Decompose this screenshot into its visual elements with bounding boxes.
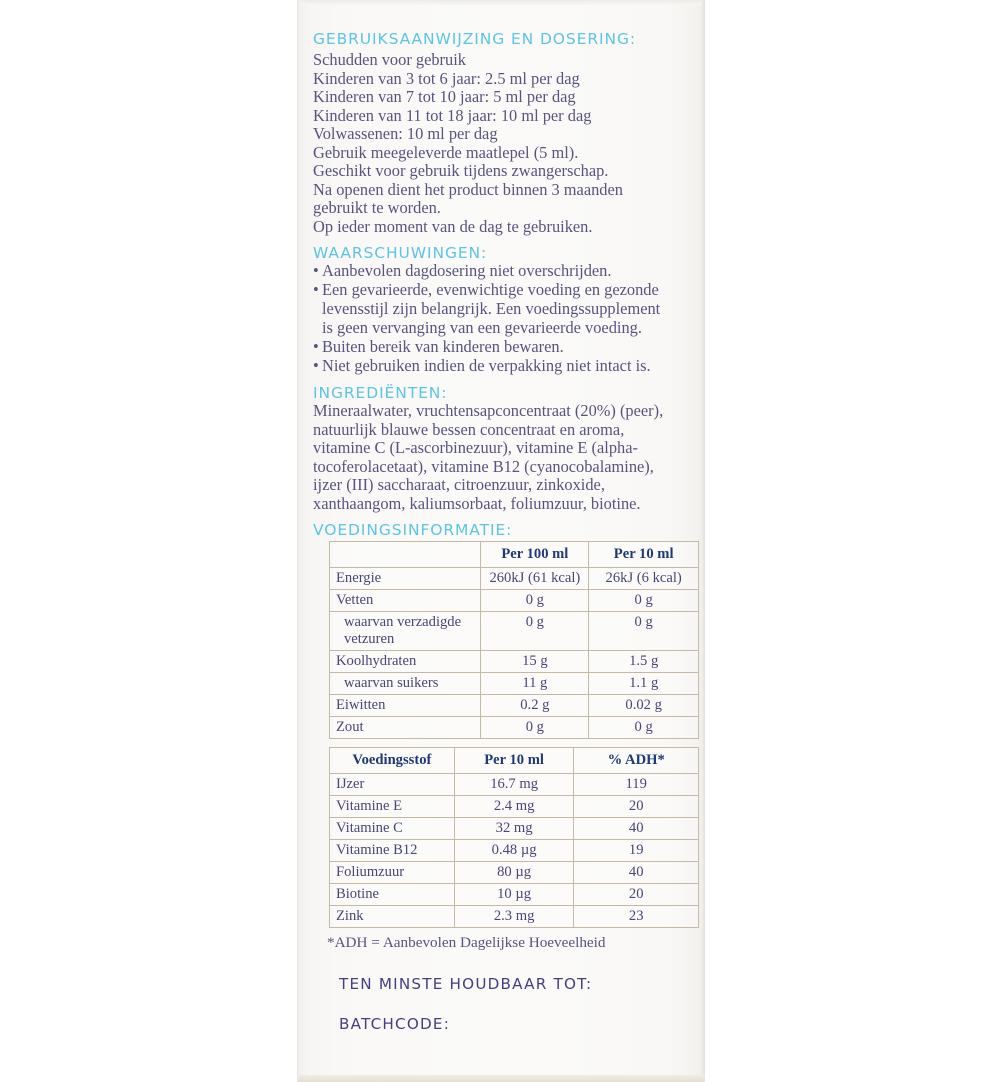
batchcode-label: BATCHCODE: [339,1015,451,1033]
bullet-icon: • [313,280,319,299]
col-header-1: Per 10 ml [454,748,574,774]
row-value-per10: 0 g [589,612,699,651]
dosage-line-9: Op ieder moment van de dag te gebruiken. [313,216,593,236]
col-header-1: Per 100 ml [481,542,589,568]
dosage-line-6: Geschikt voor gebruik tijdens zwangerschap. [313,161,609,180]
table-row [330,796,699,818]
row-value-per10: 0.02 g [589,695,699,717]
row-value-adh: 20 [574,884,699,906]
warning-item-1-line-1: levensstijl zijn belangrijk. Een voedingssupplement [322,298,661,318]
row-value-per10: 0 g [589,590,699,612]
row-label: Vitamine B12 [330,840,455,862]
row-label: IJzer [330,774,455,796]
dosage-line-7: Na openen dient het product binnen 3 maanden [313,179,623,199]
row-label: Foliumzuur [330,862,455,884]
nutrition-heading: VOEDINGSINFORMATIE: [313,521,513,539]
col-header-2: % ADH* [574,748,699,774]
row-label: waarvan suikers [330,673,481,695]
row-value-per100: 15 g [481,651,589,673]
row-value-amount: 32 mg [454,818,574,840]
row-value-per100: 260kJ (61 kcal) [481,568,589,590]
warning-item-1 [313,281,693,337]
row-value-per10: 0 g [589,717,699,739]
table-row [330,840,699,862]
panel-content [313,0,693,1082]
table-row [330,906,699,928]
nutrition-table-per100 [329,541,699,739]
carton-panel [297,0,705,1082]
bullet-icon: • [313,355,319,375]
col-header-0 [330,542,481,568]
row-label: Vetten [330,590,481,612]
dosage-line-1: Kinderen van 3 tot 6 jaar: 2.5 ml per dag [313,68,580,88]
row-value-per100: 0.2 g [481,695,589,717]
row-value-per10: 1.1 g [589,673,699,695]
table-row [330,612,699,651]
col-header-0: Voedingsstof [330,748,455,774]
dosage-line-4: Volwassenen: 10 ml per dag [313,124,498,143]
row-value-amount: 0.48 µg [454,840,574,862]
table-row [330,717,699,739]
col-header-2: Per 10 ml [589,542,699,568]
row-value-adh: 19 [574,840,699,862]
ingredients-line-5: xanthaangom, kaliumsorbaat, foliumzuur, biotine. [313,493,641,513]
row-value-adh: 119 [574,774,699,796]
warning-item-2-line-0: Buiten bereik van kinderen bewaren. [322,336,564,356]
row-value-per10: 1.5 g [589,651,699,673]
dosage-line-5: Gebruik meegeleverde maatlepel (5 ml). [313,142,579,162]
warning-item-3 [313,357,693,376]
row-label: Zink [330,906,455,928]
ingredients-line-3: tocoferolacetaat), vitamine B12 (cyanocobalamine), [313,456,654,476]
table-header-row [330,748,699,774]
row-label: Vitamine E [330,796,455,818]
row-value-per10: 26kJ (6 kcal) [589,568,699,590]
warning-item-1-line-0: Een gevarieerde, evenwichtige voeding en gezonde [322,280,659,299]
row-value-adh: 40 [574,862,699,884]
ingredients-line-0: Mineraalwater, vruchtensapconcentraat (20%) (peer), [313,401,664,420]
row-label: Eiwitten [330,695,481,717]
adh-footnote: *ADH = Aanbevolen Dagelijkse Hoeveelheid [327,934,606,951]
table-row [330,590,699,612]
ingredients-line-2: vitamine C (L-ascorbinezuur), vitamine E (alpha- [313,438,638,457]
panel-left-fold [297,0,300,1082]
table-row [330,862,699,884]
row-value-per100: 0 g [481,717,589,739]
row-value-amount: 2.4 mg [454,796,574,818]
table-row [330,818,699,840]
ingredients-line-1: natuurlijk blauwe bessen concentraat en aroma, [313,419,625,439]
dosage-line-0: Schudden voor gebruik [313,50,466,69]
table-row [330,568,699,590]
row-value-amount: 2.3 mg [454,906,574,928]
row-label: waarvan verzadigde vetzuren [330,612,481,651]
panel-right-fold [701,0,705,1082]
warning-item-2 [313,338,693,357]
table-row [330,651,699,673]
best-before-label: TEN MINSTE HOUDBAAR TOT: [339,975,593,993]
row-value-adh: 20 [574,796,699,818]
warning-item-1-line-2: is geen vervanging van een gevarieerde voeding. [322,317,642,337]
ingredients-line-4: ijzer (III) saccharaat, citroenzuur, zinkoxide, [313,475,605,494]
row-value-adh: 40 [574,818,699,840]
warning-item-3-line-0: Niet gebruiken indien de verpakking niet intact is. [322,355,651,375]
dosage-line-3: Kinderen van 11 tot 18 jaar: 10 ml per dag [313,105,592,125]
row-label: Koolhydraten [330,651,481,673]
bullet-icon: • [313,261,319,280]
row-label: Zout [330,717,481,739]
row-label: Biotine [330,884,455,906]
ingredients-heading: INGREDIËNTEN: [313,384,448,402]
row-value-per100: 0 g [481,612,589,651]
row-value-adh: 23 [574,906,699,928]
bullet-icon: • [313,336,319,356]
warning-item-0-line-0: Aanbevolen dagdosering niet overschrijden. [322,261,612,280]
nutrition-table-nutrients [329,747,699,928]
dosage-line-8: gebruikt te worden. [313,198,441,217]
row-value-per100: 0 g [481,590,589,612]
table-row [330,774,699,796]
table-row [330,884,699,906]
warnings-heading: WAARSCHUWINGEN: [313,244,488,262]
row-value-amount: 10 µg [454,884,574,906]
warning-item-0 [313,262,693,281]
dosage-line-2: Kinderen van 7 tot 10 jaar: 5 ml per dag [313,87,576,106]
table-row [330,695,699,717]
row-label: Vitamine C [330,818,455,840]
row-label: Energie [330,568,481,590]
dosage-heading: GEBRUIKSAANWIJZING EN DOSERING: [313,30,636,48]
row-value-amount: 16.7 mg [454,774,574,796]
table-row [330,673,699,695]
table-header-row [330,542,699,568]
row-value-amount: 80 µg [454,862,574,884]
row-value-per100: 11 g [481,673,589,695]
